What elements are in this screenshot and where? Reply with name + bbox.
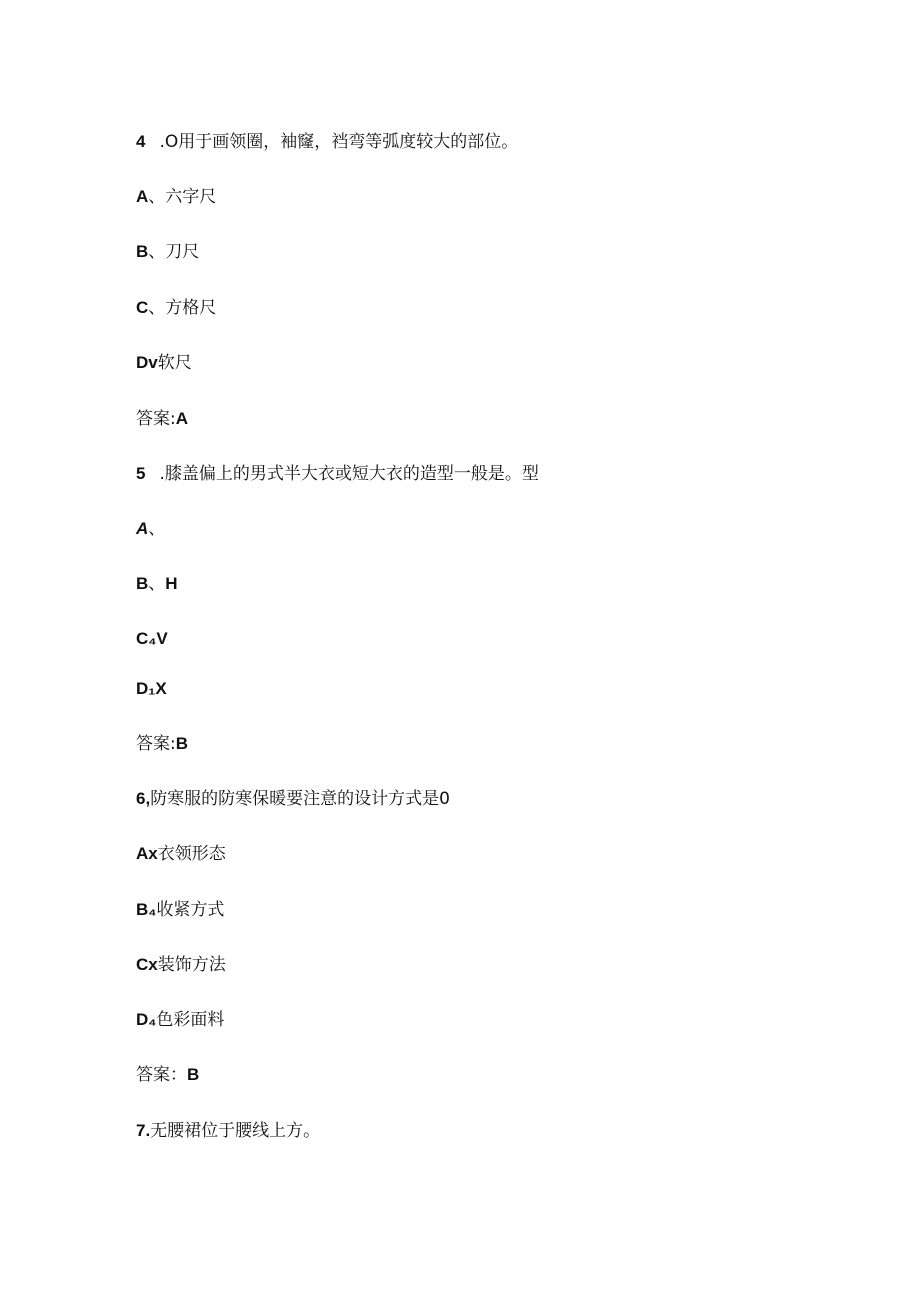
option-text: 衣领形态	[157, 844, 226, 864]
answer-label: 答案：	[136, 1065, 187, 1085]
question-5-stem	[136, 462, 539, 486]
option-text: 刀尺	[165, 242, 200, 262]
question-4-option-b: B、刀尺	[136, 242, 200, 262]
question-text: .膝盖偏上的男式半大衣或短大衣的造型一般是。型	[159, 464, 539, 484]
answer-label: 答案:	[136, 409, 176, 429]
question-5-option-c	[136, 627, 168, 651]
option-text: V	[156, 629, 168, 648]
question-number: 4	[136, 132, 146, 151]
question-text: .O用于画领圈，袖窿，裆弯等弧度较大的部位。	[159, 132, 519, 152]
question-5-answer	[136, 732, 188, 756]
question-4-option-a: A、六字尺	[136, 187, 217, 207]
answer-label: 答案:	[136, 734, 176, 754]
question-text: 无腰裙位于腰线上方。	[150, 1121, 321, 1141]
question-number: 6,	[136, 789, 151, 808]
option-text: H	[165, 574, 178, 593]
question-6-answer	[136, 1063, 199, 1087]
option-text: X	[155, 679, 167, 698]
option-letter: A	[136, 519, 149, 538]
question-number: 5	[136, 464, 146, 483]
question-4-option-c: C、方格尺	[136, 298, 217, 318]
answer-value: B	[187, 1065, 200, 1084]
option-letter: Cx	[136, 955, 158, 974]
question-6-option-d	[136, 1008, 224, 1032]
question-6-option-b	[136, 898, 224, 922]
option-letter: B	[136, 574, 149, 593]
question-6-option-a	[136, 842, 226, 866]
answer-value: B	[175, 734, 189, 753]
question-number: 7.	[136, 1121, 151, 1140]
option-letter: B	[136, 242, 149, 261]
option-text: 方格尺	[165, 298, 217, 318]
option-text: 装饰方法	[157, 955, 226, 975]
answer-value: A	[175, 409, 189, 428]
question-4-stem	[136, 130, 518, 154]
option-letter: A	[136, 187, 149, 206]
question-4-answer	[136, 407, 188, 431]
option-text: 软尺	[157, 353, 192, 373]
option-text: 六字尺	[165, 187, 217, 207]
option-letter: C	[136, 298, 149, 317]
question-6-stem	[136, 787, 450, 811]
option-text: 色彩面料	[156, 1010, 225, 1030]
question-5-option-d	[136, 677, 167, 701]
question-6-option-c	[136, 953, 226, 977]
option-letter: Dv	[136, 353, 158, 372]
option-letter: D₁	[136, 679, 156, 698]
question-text: 防寒服的防寒保暖要注意的设计方式是0	[150, 789, 451, 809]
option-text: 收紧方式	[156, 900, 225, 920]
option-letter: Ax	[136, 844, 158, 863]
option-letter: C₄	[136, 629, 157, 648]
question-4-option-d	[136, 351, 192, 375]
question-5-option-a: A、	[136, 519, 166, 539]
option-letter: D₄	[136, 1010, 157, 1029]
question-5-option-b: B、H	[136, 574, 178, 594]
option-letter: B₄	[136, 900, 157, 919]
question-7-stem	[136, 1119, 320, 1143]
